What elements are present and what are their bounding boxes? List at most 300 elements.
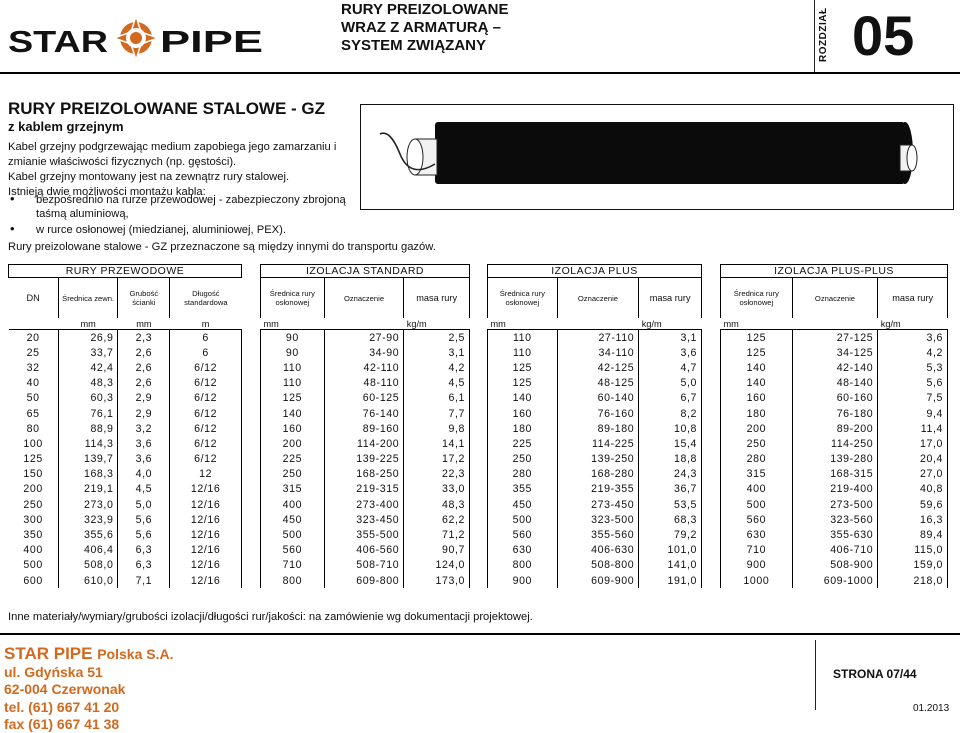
table-cell: 17,0 [878,436,948,451]
column-header: Średnica rury osłonowej [261,278,325,319]
address-line: ul. Gdyńska 51 [4,664,103,680]
table-row [261,406,470,421]
table-row [9,558,242,573]
table-cell: 60,3 [58,391,118,406]
table-cell: 5,0 [118,497,170,512]
table-cell: 140 [261,406,325,421]
table-cell: 610,0 [58,573,118,588]
table-cell: 101,0 [639,543,702,558]
table-cell: 42,4 [58,360,118,375]
unit-label: m [170,318,242,330]
table-cell: 180 [488,421,558,436]
unit-label [792,318,878,330]
table-cell: 6/12 [170,360,242,375]
table-cell: 4,2 [878,345,948,360]
section-number: 05 [852,4,915,67]
pipe-illustration [360,104,954,210]
table-insulation-standard [260,264,470,588]
table-cell: 2,6 [118,345,170,360]
company-brand: STAR PIPE [4,644,93,663]
table-cell: 225 [261,452,325,467]
table-cell: 6,1 [404,391,470,406]
table-cell: 7,1 [118,573,170,588]
table-body [9,330,242,589]
table-cell: 219,1 [58,482,118,497]
table-cell: 355-630 [792,527,878,542]
table-cell: 140 [488,391,558,406]
table-row [9,436,242,451]
table-row [488,558,702,573]
table-cell: 500 [261,527,325,542]
product-subtitle: z kablem grzejnym [8,119,124,134]
table-cell: 3,1 [639,330,702,346]
table-cell: 12/16 [170,558,242,573]
table-cell: 225 [488,436,558,451]
table-cell: 125 [488,360,558,375]
footer-rule [0,633,960,635]
table-row [488,467,702,482]
table-cell: 4,7 [639,360,702,375]
unit-label [324,318,404,330]
table-cell: 48-125 [557,376,639,391]
table-cell: 76,1 [58,406,118,421]
table-row [261,497,470,512]
table-row [721,467,948,482]
table-cell: 89-200 [792,421,878,436]
table-cell: 250 [721,436,793,451]
table-row [9,391,242,406]
table-cell: 60-160 [792,391,878,406]
table-cell: 27-125 [792,330,878,346]
table-cell: 115,0 [878,543,948,558]
table-cell: 200 [721,421,793,436]
table-cell: 80 [26,422,40,435]
table-cell: 508-900 [792,558,878,573]
table-cell: 160 [721,391,793,406]
mounting-option: • w rurce osłonowej (miedzianej, aluminiowej, PEX). [8,223,348,237]
table-cell: 450 [488,497,558,512]
table-cell: 2,9 [118,391,170,406]
table-cell: 900 [488,573,558,588]
table-cell: 273-400 [324,497,404,512]
table-cell: 300 [23,513,43,526]
unit-label: mm [721,318,793,330]
table-cell: 3,2 [118,421,170,436]
table-cell: 508,0 [58,558,118,573]
table-cell: 12/16 [170,543,242,558]
table-cell: 33,7 [58,345,118,360]
column-header: Oznaczenie [557,278,639,319]
table-cell: 15,4 [639,436,702,451]
table-cell: 600 [23,574,43,587]
table-cell: 11,4 [878,421,948,436]
column-header: Oznaczenie [792,278,878,319]
table-cell: 406,4 [58,543,118,558]
table-cell: 76-140 [324,406,404,421]
table-cell: 114-225 [557,436,639,451]
table-cell: 8,2 [639,406,702,421]
address-line: 62-004 Czerwonak [4,681,126,698]
table-cell: 3,1 [404,345,470,360]
table-cell: 2,5 [404,330,470,346]
table-cell: 4,5 [118,482,170,497]
unit-label: kg/m [404,318,470,330]
table-cell: 250 [261,467,325,482]
table-cell: 6,3 [118,558,170,573]
table-row [721,421,948,436]
table-row [721,558,948,573]
table-cell: 5,6 [118,512,170,527]
column-header: Grubość ścianki [118,278,170,319]
column-header: masa rury [639,278,702,319]
table-cell: 168-250 [324,467,404,482]
table-cell: 89-160 [324,421,404,436]
table-row [488,452,702,467]
table-row [261,512,470,527]
table-cell: 65 [26,407,40,420]
table-cell: 42-125 [557,360,639,375]
table-row [9,330,242,346]
table-cell: 40,8 [878,482,948,497]
table-cell: 48,3 [404,497,470,512]
table-cell: 27,0 [878,467,948,482]
table-cell: 159,0 [878,558,948,573]
address-line: fax (61) 667 41 38 [4,715,120,732]
table-cell: 315 [261,482,325,497]
table-row [488,330,702,346]
table-cell: 450 [261,512,325,527]
header-rule [0,72,960,74]
table-cell: 400 [261,497,325,512]
table-cell: 26,9 [58,330,118,346]
table-row [721,376,948,391]
table-row [261,573,470,588]
table-cell: 710 [261,558,325,573]
table-row [261,436,470,451]
footnote: Inne materiały/wymiary/grubości izolacji/długości rur/jakości: na zamówienie wg dokumentacji projektowej. [8,611,533,623]
table-cell: 355-560 [557,527,639,542]
table-cell: 20 [26,331,40,344]
table-cell: 323-560 [792,512,878,527]
unit-label: mm [488,318,558,330]
mounting-option: • bezpośrednio na rurze przewodowej - zabezpieczony zbrojoną taśmą aluminiową, [8,193,348,221]
table-cell: 17,2 [404,452,470,467]
table-cell: 62,2 [404,512,470,527]
column-header: Średnica rury osłonowej [721,278,793,319]
column-header: Długość standardowa [170,278,242,319]
table-cell: 125 [261,391,325,406]
page-number: STRONA 07/44 [833,667,917,681]
table-cell: 219-315 [324,482,404,497]
description-paragraph: Kabel grzejny montowany jest na zewnątrz rury stalowej. [8,171,290,183]
table-cell: 34-110 [557,345,639,360]
table-cell: 48-110 [324,376,404,391]
unit-label: mm [261,318,325,330]
table-cell: 355,6 [58,527,118,542]
table-row [721,527,948,542]
table-cell: 9,4 [878,406,948,421]
unit-label: mm [58,318,118,330]
table-row [721,482,948,497]
table-row [488,543,702,558]
table-cell: 50 [26,392,40,405]
table-row [9,482,242,497]
table-row [488,360,702,375]
table-cell: 3,6 [118,452,170,467]
section-label: ROZDZIAŁ [818,7,829,62]
table-cell: 139-250 [557,452,639,467]
table-cell: 125 [721,330,793,346]
table-cell: 141,0 [639,558,702,573]
table-cell: 5,6 [118,527,170,542]
table-cell: 139-280 [792,452,878,467]
table-cell: 219-355 [557,482,639,497]
table-cell: 3,6 [118,436,170,451]
table-cell: 160 [261,421,325,436]
table-cell: 710 [721,543,793,558]
table-row [261,391,470,406]
table-cell: 139-225 [324,452,404,467]
table-cell: 48,3 [58,376,118,391]
table-cell: 9,8 [404,421,470,436]
table-cell: 168-280 [557,467,639,482]
unit-label: mm [118,318,170,330]
table-cell: 1000 [721,573,793,588]
column-header: DN [26,292,40,303]
table-cell: 140 [721,360,793,375]
table-row [261,345,470,360]
table-cell: 609-800 [324,573,404,588]
table-cell: 12/16 [170,482,242,497]
table-cell: 6,7 [639,391,702,406]
table-cell: 900 [721,558,793,573]
table-row [488,376,702,391]
footer-divider [815,640,816,710]
star-pipe-logo [8,14,264,62]
table-cell: 90 [261,345,325,360]
table-cell: 76-180 [792,406,878,421]
table-row [488,421,702,436]
table-cell: 406-710 [792,543,878,558]
table-cell: 60-140 [557,391,639,406]
table-cell: 36,7 [639,482,702,497]
table-cell: 42-140 [792,360,878,375]
table-row [261,421,470,436]
table-cell: 200 [261,436,325,451]
table-row [721,452,948,467]
table-cell: 609-900 [557,573,639,588]
table-row [9,467,242,482]
header-divider [814,0,815,72]
table-row [721,497,948,512]
table-row [261,543,470,558]
table-row [261,467,470,482]
table-row [9,527,242,542]
table-insulation-plus-plus [720,264,948,588]
table-cell: 500 [721,497,793,512]
table-cell: 90,7 [404,543,470,558]
table-cell: 273-450 [557,497,639,512]
table-title: IZOLACJA PLUS [488,265,702,278]
table-row [261,360,470,375]
table-cell: 323,9 [58,512,118,527]
table-cell: 6/12 [170,406,242,421]
table-cell: 168,3 [58,467,118,482]
table-cell: 12/16 [170,573,242,588]
table-cell: 400 [721,482,793,497]
table-cell: 406-560 [324,543,404,558]
table-cell: 124,0 [404,558,470,573]
table-cell: 114,3 [58,436,118,451]
table-cell: 68,3 [639,512,702,527]
table-cell: 3,6 [639,345,702,360]
issue-date: 01.2013 [913,703,950,714]
table-row [261,330,470,346]
table-pipes [8,264,242,588]
table-cell: 6/12 [170,391,242,406]
table-row [721,360,948,375]
table-cell: 2,6 [118,376,170,391]
table-row [721,512,948,527]
table-cell: 24,3 [639,467,702,482]
table-cell: 90 [261,330,325,346]
unit-label: kg/m [878,318,948,330]
column-header: Średnica zewn. [58,278,118,319]
table-cell: 6/12 [170,421,242,436]
table-cell: 48-140 [792,376,878,391]
table-cell: 60-125 [324,391,404,406]
product-description [8,140,348,200]
table-cell: 79,2 [639,527,702,542]
table-cell: 6/12 [170,436,242,451]
table-cell: 22,3 [404,467,470,482]
company-name [4,644,173,664]
table-cell: 280 [488,467,558,482]
star-icon [114,16,158,60]
table-cell: 250 [23,498,43,511]
table-row [9,573,242,588]
table-cell: 6 [170,345,242,360]
table-cell: 560 [488,527,558,542]
address-line: tel. (61) 667 41 20 [4,698,120,715]
table-cell: 40 [26,377,40,390]
table-cell: 110 [261,376,325,391]
table-cell: 5,0 [639,376,702,391]
table-row [721,543,948,558]
table-cell: 125 [23,453,43,466]
table-cell: 173,0 [404,573,470,588]
table-row [488,345,702,360]
table-cell: 4,5 [404,376,470,391]
column-header: Średnica rury osłonowej [488,278,558,319]
table-cell: 315 [721,467,793,482]
table-cell: 42-110 [324,360,404,375]
table-cell: 273,0 [58,497,118,512]
table-row [488,436,702,451]
table-cell: 508-800 [557,558,639,573]
table-cell: 6 [170,330,242,346]
unit-label [9,318,59,330]
table-cell: 76-160 [557,406,639,421]
column-header: masa rury [878,278,948,319]
table-row [488,391,702,406]
table-title: IZOLACJA PLUS-PLUS [721,265,948,278]
table-cell: 355 [488,482,558,497]
table-cell: 630 [488,543,558,558]
table-cell: 110 [488,345,558,360]
table-cell: 160 [488,406,558,421]
table-cell: 168-315 [792,467,878,482]
table-row [721,345,948,360]
table-cell: 27-110 [557,330,639,346]
table-row [9,497,242,512]
table-cell: 4,0 [118,467,170,482]
table-cell: 191,0 [639,573,702,588]
table-cell: 560 [721,512,793,527]
table-cell: 250 [488,452,558,467]
table-cell: 560 [261,543,325,558]
table-body [261,330,470,589]
table-cell: 7,5 [878,391,948,406]
table-row [721,330,948,346]
table-cell: 2,9 [118,406,170,421]
table-row [721,573,948,588]
table-cell: 18,8 [639,452,702,467]
table-cell: 219-400 [792,482,878,497]
table-cell: 4,2 [404,360,470,375]
table-cell: 5,3 [878,360,948,375]
table-row [261,558,470,573]
table-row [9,345,242,360]
table-cell: 200 [23,483,43,496]
column-header: Oznaczenie [324,278,404,319]
table-body [721,330,948,589]
table-cell: 800 [261,573,325,588]
table-title: RURY PRZEWODOWE [9,265,242,278]
table-cell: 2,3 [118,330,170,346]
table-row [488,482,702,497]
table-cell: 7,7 [404,406,470,421]
table-cell: 6/12 [170,376,242,391]
table-row [488,527,702,542]
table-cell: 71,2 [404,527,470,542]
table-row [9,376,242,391]
table-row [488,497,702,512]
table-cell: 20,4 [878,452,948,467]
table-cell: 500 [488,512,558,527]
table-cell: 12 [170,467,242,482]
table-cell: 323-450 [324,512,404,527]
company-address [4,664,125,733]
table-cell: 508-710 [324,558,404,573]
table-row [261,452,470,467]
table-cell: 12/16 [170,512,242,527]
table-cell: 114-250 [792,436,878,451]
table-row [261,376,470,391]
table-cell: 140 [721,376,793,391]
table-cell: 100 [23,437,43,450]
table-cell: 34-90 [324,345,404,360]
description-paragraph: Kabel grzejny podgrzewając medium zapobiega jego zamarzaniu i zmianie właściwości fizycznych (np. gęstości). [8,141,337,168]
mounting-options [8,193,348,239]
table-row [488,573,702,588]
table-cell: 88,9 [58,421,118,436]
table-cell: 16,3 [878,512,948,527]
table-row [488,512,702,527]
table-row [9,512,242,527]
table-cell: 406-630 [557,543,639,558]
column-header: masa rury [404,278,470,319]
